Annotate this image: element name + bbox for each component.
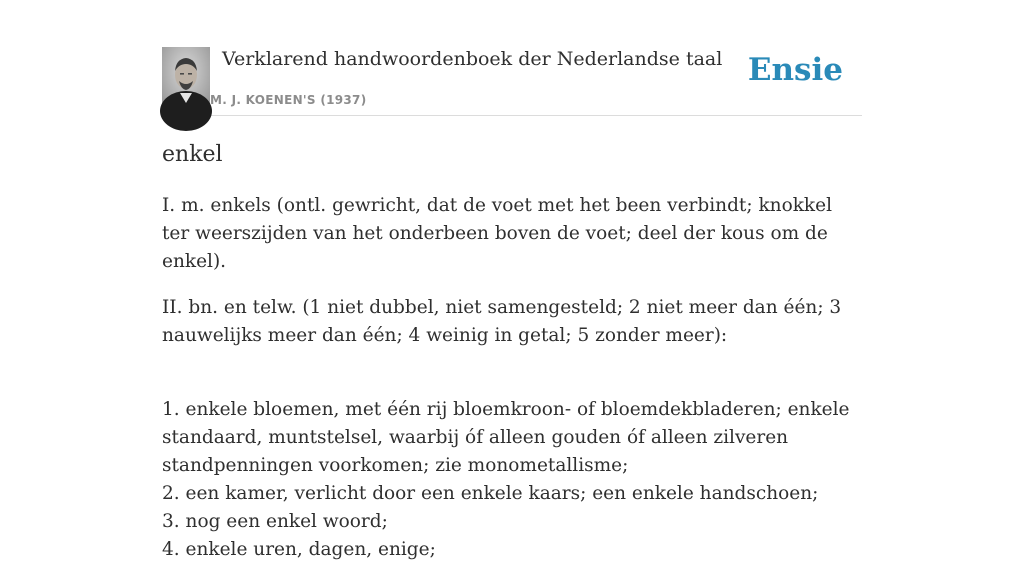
spacer: [162, 368, 852, 396]
book-title: Verklarend handwoordenboek der Nederlandse taal: [222, 48, 723, 70]
sense-1: I. m. enkels (ontl. gewricht, dat de voet met het been verbindt; knokkel ter weerszijden van het onderbeen boven de voet; deel der kous om de enkel).: [162, 195, 833, 272]
example-item: 1. enkele bloemen, met één rij bloemkroon- of bloemdekbladeren; enkele standaard, muntstelsel, waarbij óf alleen gouden óf alleen zilveren standpenningen voorkomen; zie monometallisme;: [162, 399, 850, 476]
example-item: 4. enkele uren, dagen, enige;: [162, 539, 436, 560]
page: [162, 0, 862, 560]
example-item: 3. nog een enkel woord;: [162, 511, 388, 532]
book-subtitle: M. J. KOENEN'S (1937): [210, 93, 367, 107]
entry-content: [162, 192, 852, 564]
author-portrait-icon: [162, 47, 210, 115]
example-item: 2. een kamer, verlicht door een enkele kaars; een enkele handschoen;: [162, 483, 819, 504]
ensie-logo-link[interactable]: Ensie: [747, 52, 843, 88]
sense-2: II. bn. en telw. (1 niet dubbel, niet samengesteld; 2 niet meer dan één; 3 nauwelijks meer dan één; 4 weinig in getal; 5 zonder meer):: [162, 297, 842, 346]
entry-headword: enkel: [162, 142, 223, 167]
header: [162, 0, 862, 116]
